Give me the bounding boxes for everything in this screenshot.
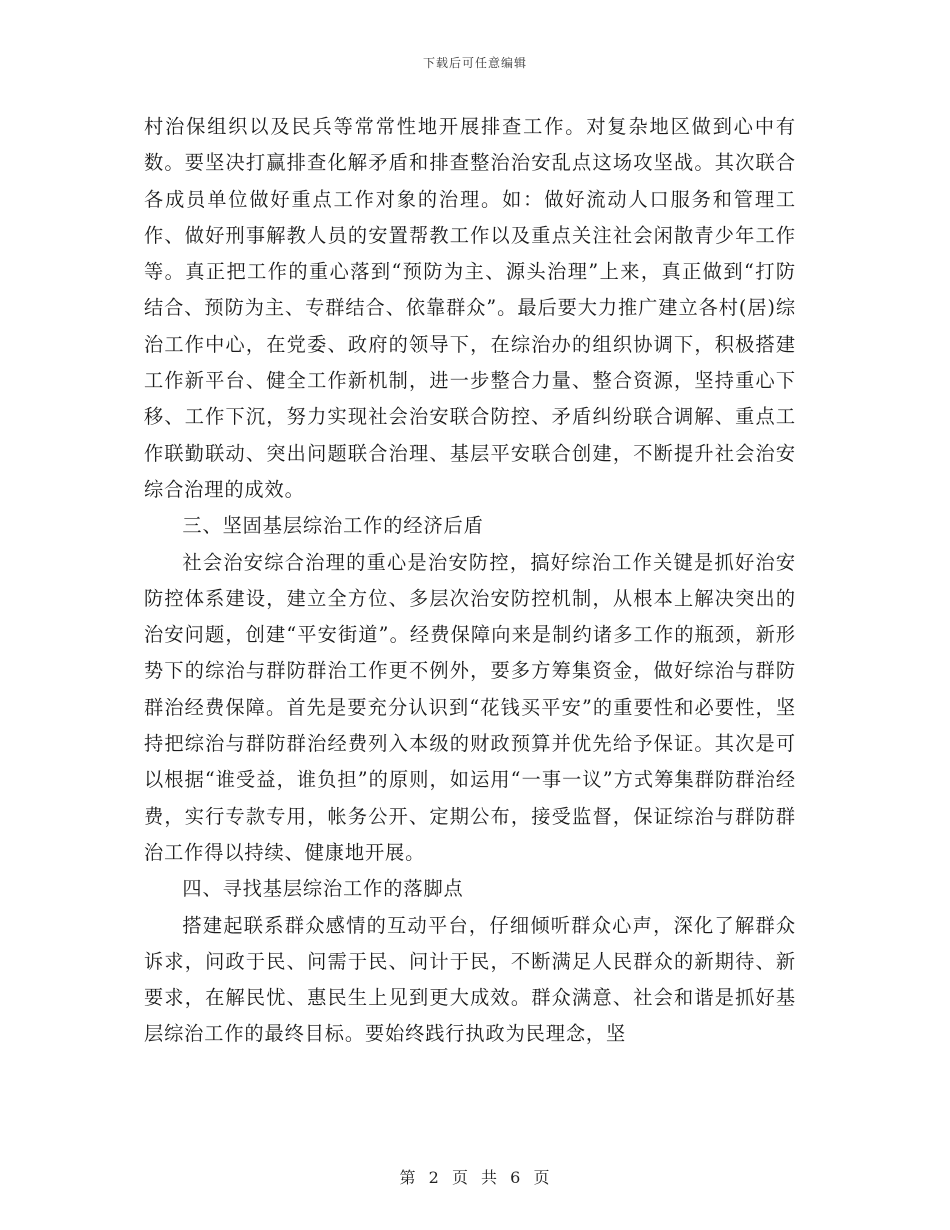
page-total-prefix: 共 — [481, 1168, 499, 1187]
section-heading-4: 四、寻找基层综治工作的落脚点 — [182, 877, 464, 901]
paragraph-economic-support: 社会治安综合治理的重心是治安防控，搞好综治工作关键是抓好治安防控体系建设，建立全方位、多层次治安防控机制，从根本上解决突出的治安问题，创建“平安街道”。经费保障向来是制约诸多工作的瓶颈，新形势下的综治与群防群治工作更不例外，要多方筹集资金，做好综治与群防群治经费保障。首先是要充分认识到“花钱买平安”的重要性和必要性，坚持把综治与群防群治经费列入本级的财政预算并优先给予保证。其次是可以根据“谁受益，谁负担”的原则，如运用“一事一议”方式筹集群防群治经费，实行专款专用，帐务公开、定期公布，接受监督，保证综治与群防群治工作得以持续、健康地开展。 — [144, 550, 796, 864]
page-prefix: 第 — [399, 1168, 417, 1187]
section-heading-3: 三、坚固基层综治工作的经济后盾 — [182, 514, 484, 538]
page-number-footer — [0, 1165, 950, 1188]
document-body — [144, 109, 796, 1053]
page-mid: 页 — [451, 1168, 469, 1187]
header-note: 下载后可任意编辑 — [422, 56, 527, 70]
page-suffix: 页 — [533, 1168, 551, 1187]
paragraph-continued: 村治保组织以及民兵等常常性地开展排查工作。对复杂地区做到心中有数。要坚决打赢排查化解矛盾和排查整治治安乱点这场攻坚战。其次联合各成员单位做好重点工作对象的治理。如：做好流动人口服务和管理工作、做好刑事解教人员的安置帮教工作以及重点关注社会闲散青少年工作等。真正把工作的重心落到“预防为主、源头治理”上来，真正做到“打防结合、预防为主、专群结合、依靠群众”。最后要大力推广建立各村(居)综治工作中心，在党委、政府的领导下，在综治办的组织协调下，积极搭建工作新平台、健全工作新机制，进一步整合力量、整合资源，坚持重心下移、工作下沉，努力实现社会治安联合防控、矛盾纠纷联合调解、重点工作联勤联动、突出问题联合治理、基层平安联合创建，不断提升社会治安综合治理的成效。 — [144, 115, 796, 501]
paragraph-foothold: 搭建起联系群众感情的互动平台，仔细倾听群众心声，深化了解群众诉求，问政于民、问需于民、问计于民，不断满足人民群众的新期待、新要求，在解民忧、惠民生上见到更大成效。群众满意、社会和谐是抓好基层综治工作的最终目标。要始终践行执政为民理念，坚 — [144, 913, 796, 1046]
page-total: 6 — [510, 1168, 522, 1187]
page-current: 2 — [428, 1168, 440, 1187]
